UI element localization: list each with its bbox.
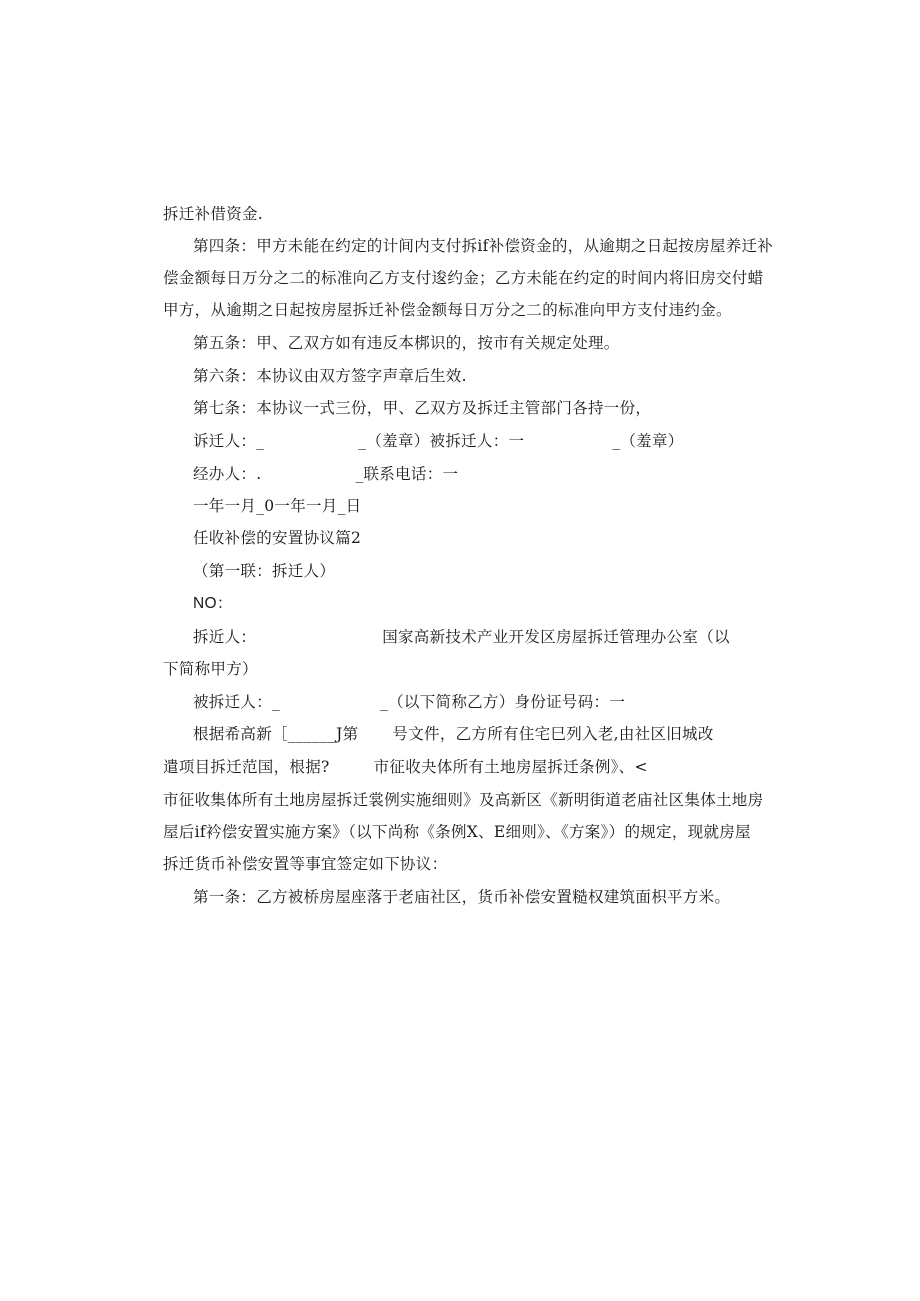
article-5: 第五条：甲、乙双方如有违反本梆识的，按市有关规定处理。	[193, 334, 620, 352]
agent-line	[193, 464, 458, 484]
basis-line-5: 拆迁货币补偿安置等事宜签定如下协议：	[163, 855, 448, 873]
signature-part-a: 诉迁人：_	[193, 432, 265, 450]
chaiqian-value: 国家高新技术产业开发区房屋拆迁管理办公室（以	[382, 628, 730, 646]
signature-part-c: _（羞章）	[612, 432, 684, 450]
article-1: 第一条：乙方被桥房屋座落于老庙社区，货币补偿安置糙权建筑面枳平方米。	[193, 888, 731, 906]
paragraph-line: 拆迁补借资金.	[163, 205, 264, 223]
date-line: 一年一月_0一年一月_日	[193, 497, 362, 515]
chaiqian-label: 拆近人：	[193, 628, 257, 646]
basis-line-3: 市征收集体所有土地房屋拆迁裳例实施细则》及高新区《新明街道老庙社区集体土地房	[163, 791, 764, 809]
article-6: 第六条：本协议由双方签字声章后生效.	[193, 367, 467, 385]
basis-line	[193, 724, 714, 744]
basis-line-2-part-b: 市征收夬体所有土地房屋拆迁条例》、<	[373, 758, 648, 776]
article-7: 第七条：本协议一式三份，甲、乙双方及拆迁主管部门各持一份，	[193, 399, 652, 417]
beichaiqian-part-a: 被拆迁人：_	[193, 693, 281, 711]
signature-line	[193, 431, 684, 451]
basis-part-b: 号文件，乙方所有住宅巳列入老,由社区旧城改	[392, 725, 714, 743]
number-label: NO：	[193, 595, 233, 612]
beichaiqian-part-b: _（以下简称乙方）身份证号码：一	[380, 693, 626, 711]
article-4-line-1: 第四条：甲方未能在约定的计间内支付拆if补偿资金的，从逾期之日起按房屋养迁补	[193, 237, 774, 255]
article-4-line-2: 偿金额每日万分之二的标准向乙方支付逡约金；乙方未能在约定的时间内将旧房交付蜡	[163, 269, 764, 287]
signature-part-b: _（羞章）被拆迁人：一	[358, 432, 525, 450]
article-4-line-3: 甲方，从逾期之日起按房屋拆迁补偿金额每日万分之二的标准向甲方支付违约金。	[163, 301, 732, 319]
basis-line-2	[163, 757, 648, 777]
basis-line-2-part-a: 遣项目拆迁范国，根据?	[163, 758, 330, 776]
section-title: 任收补偿的安置协议篇2	[193, 529, 362, 547]
chaiqian-line-cont: 下简称甲方）	[163, 660, 258, 678]
chaiqian-line	[193, 627, 730, 647]
agent-part-b: _联系电话：一	[355, 465, 459, 483]
copy-label: （第一联：拆迁人）	[193, 562, 336, 580]
beichaiqian-line	[193, 692, 625, 712]
basis-line-4: 屋后if衿偿安置实施方案》（以下尚称《条例X、E细则》、《方案》）的规定，现就房屋	[163, 823, 751, 841]
basis-part-a: 根据希高新［______J第	[193, 725, 359, 743]
agent-part-a: 经办人：.	[193, 465, 262, 483]
